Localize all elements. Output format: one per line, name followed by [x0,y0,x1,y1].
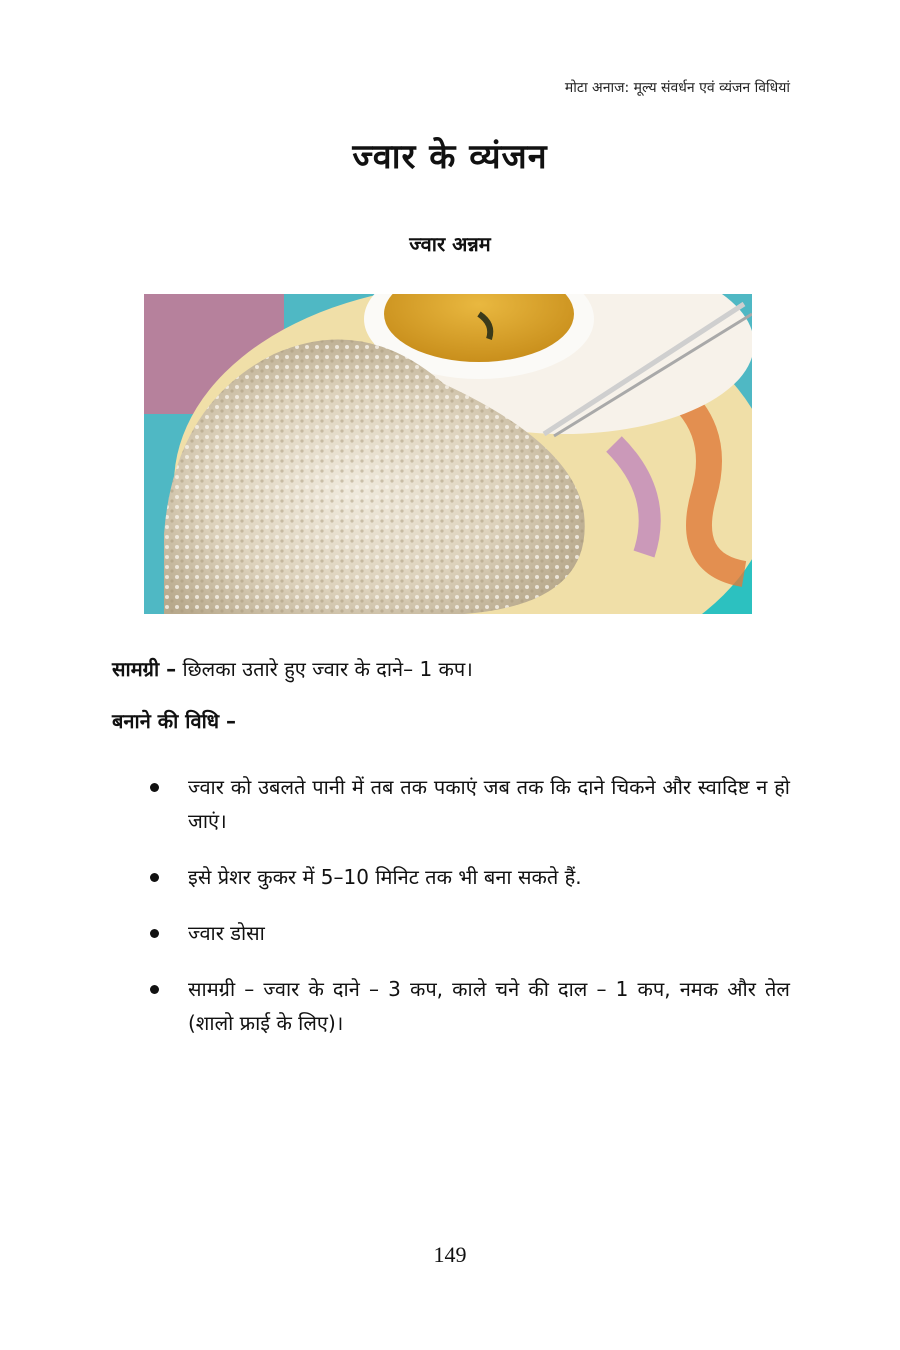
ingredients-label: सामग्री – [112,657,177,681]
step-text: ज्वार डोसा [188,921,265,945]
list-item [150,972,790,1040]
bullet-icon [150,929,159,938]
running-header: मोटा अनाज: मूल्य संवर्धन एवं व्यंजन विधियां [564,80,790,96]
bullet-icon [150,783,159,792]
list-item [150,916,790,950]
step-text: इसे प्रेशर कुकर में 5–10 मिनिट तक भी बना सकते हैं. [188,865,582,889]
method-heading: बनाने की विधि – [112,709,237,733]
method-steps-list [150,770,790,1062]
recipe-photo [144,294,752,614]
step-text: सामग्री – ज्वार के दाने – 3 कप, काले चने की दाल – 1 कप, नमक और तेल (शालो फ्राई के लिए)। [188,977,790,1035]
ingredients-line [112,654,792,684]
page-number: 149 [433,1242,467,1267]
ingredients-text: छिलका उतारे हुए ज्वार के दाने– 1 कप। [182,657,473,681]
list-item [150,860,790,894]
list-item [150,770,790,838]
page-title: ज्वार के व्यंजन [352,137,548,177]
bullet-icon [150,873,159,882]
step-text: ज्वार को उबलते पानी में तब तक पकाएं जब तक कि दाने चिकने और स्वादिष्ट न हो जाएं। [188,775,790,833]
bullet-icon [150,985,159,994]
recipe-subtitle: ज्वार अन्नम [409,232,491,256]
